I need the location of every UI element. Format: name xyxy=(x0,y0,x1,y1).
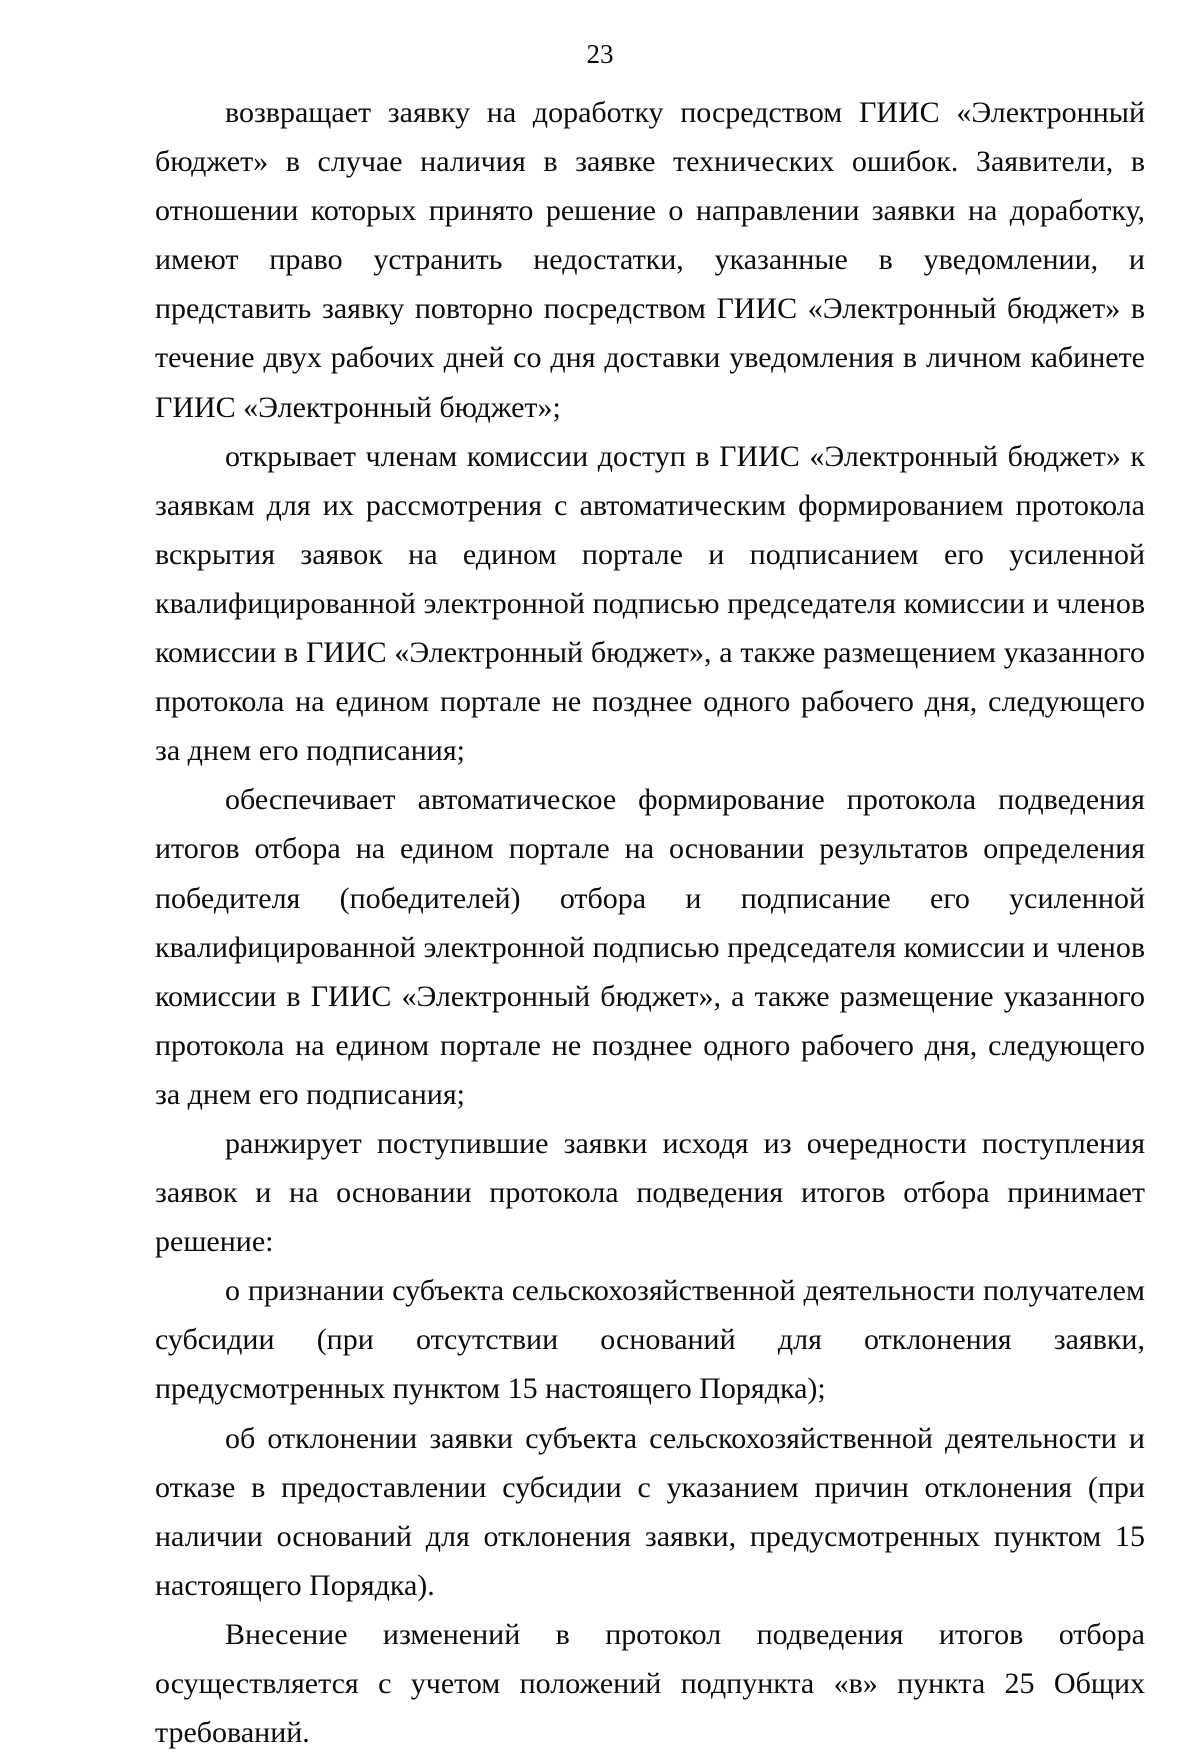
paragraph-return-for-revision: возвращает заявку на доработку посредством ГИИС «Электронный бюджет» в случае наличия в заявке технических ошибок. Заявители, в отношении которых принято решение о направлении заявки на доработку, имеют право устранить недостатки, указанные в уведомлении, и представить заявку повторно посредством ГИИС «Электронный бюджет» в течение двух рабочих дней со дня доставки уведомления в личном кабинете ГИИС «Электронный бюджет»; xyxy=(155,96,1145,424)
paragraph-opening-access: открывает членам комиссии доступ в ГИИС «Электронный бюджет» к заявкам для их рассмотрения с автоматическим формированием протокола вскрытия заявок на едином портале и подписанием его усиленной квалифицированной электронной подписью председателя комиссии и членов комиссии в ГИИС «Электронный бюджет», а также размещением указанного протокола на едином портале не позднее одного рабочего дня, следующего за днем его подписания; xyxy=(155,439,1145,768)
paragraph-protocol-amendments: Внесение изменений в протокол подведения итогов отбора осуществляется с учетом положений подпункта «в» пункта 25 Общих требований. xyxy=(155,1617,1145,1750)
paragraph-ranking: ранжирует поступившие заявки исходя из очередности поступления заявок и на основании протокола подведения итогов отбора принимает решение: xyxy=(155,1126,1145,1259)
paragraph-results-protocol: обеспечивает автоматическое формирование протокола подведения итогов отбора на едином портале на основании результатов определения победителя (победителей) отбора и подписание его усиленной квалифицированной электронной подписью председателя комиссии и членов комиссии в ГИИС «Электронный бюджет», а также размещение указанного протокола на едином портале не позднее одного рабочего дня, следующего за днем его подписания; xyxy=(155,783,1145,1111)
paragraph-rejection-decision: об отклонении заявки субъекта сельскохозяйственной деятельности и отказе в предоставлении субсидии с указанием причин отклонения (при наличии оснований для отклонения заявки, предусмотренных пунктом 15 настоящего Порядка). xyxy=(155,1421,1145,1602)
paragraph-recognition-decision: о признании субъекта сельскохозяйственной деятельности получателем субсидии (при отсутствии оснований для отклонения заявки, предусмотренных пунктом 15 настоящего Порядка); xyxy=(155,1274,1145,1406)
document-body xyxy=(155,88,1145,1757)
page-number: 23 xyxy=(586,39,614,69)
